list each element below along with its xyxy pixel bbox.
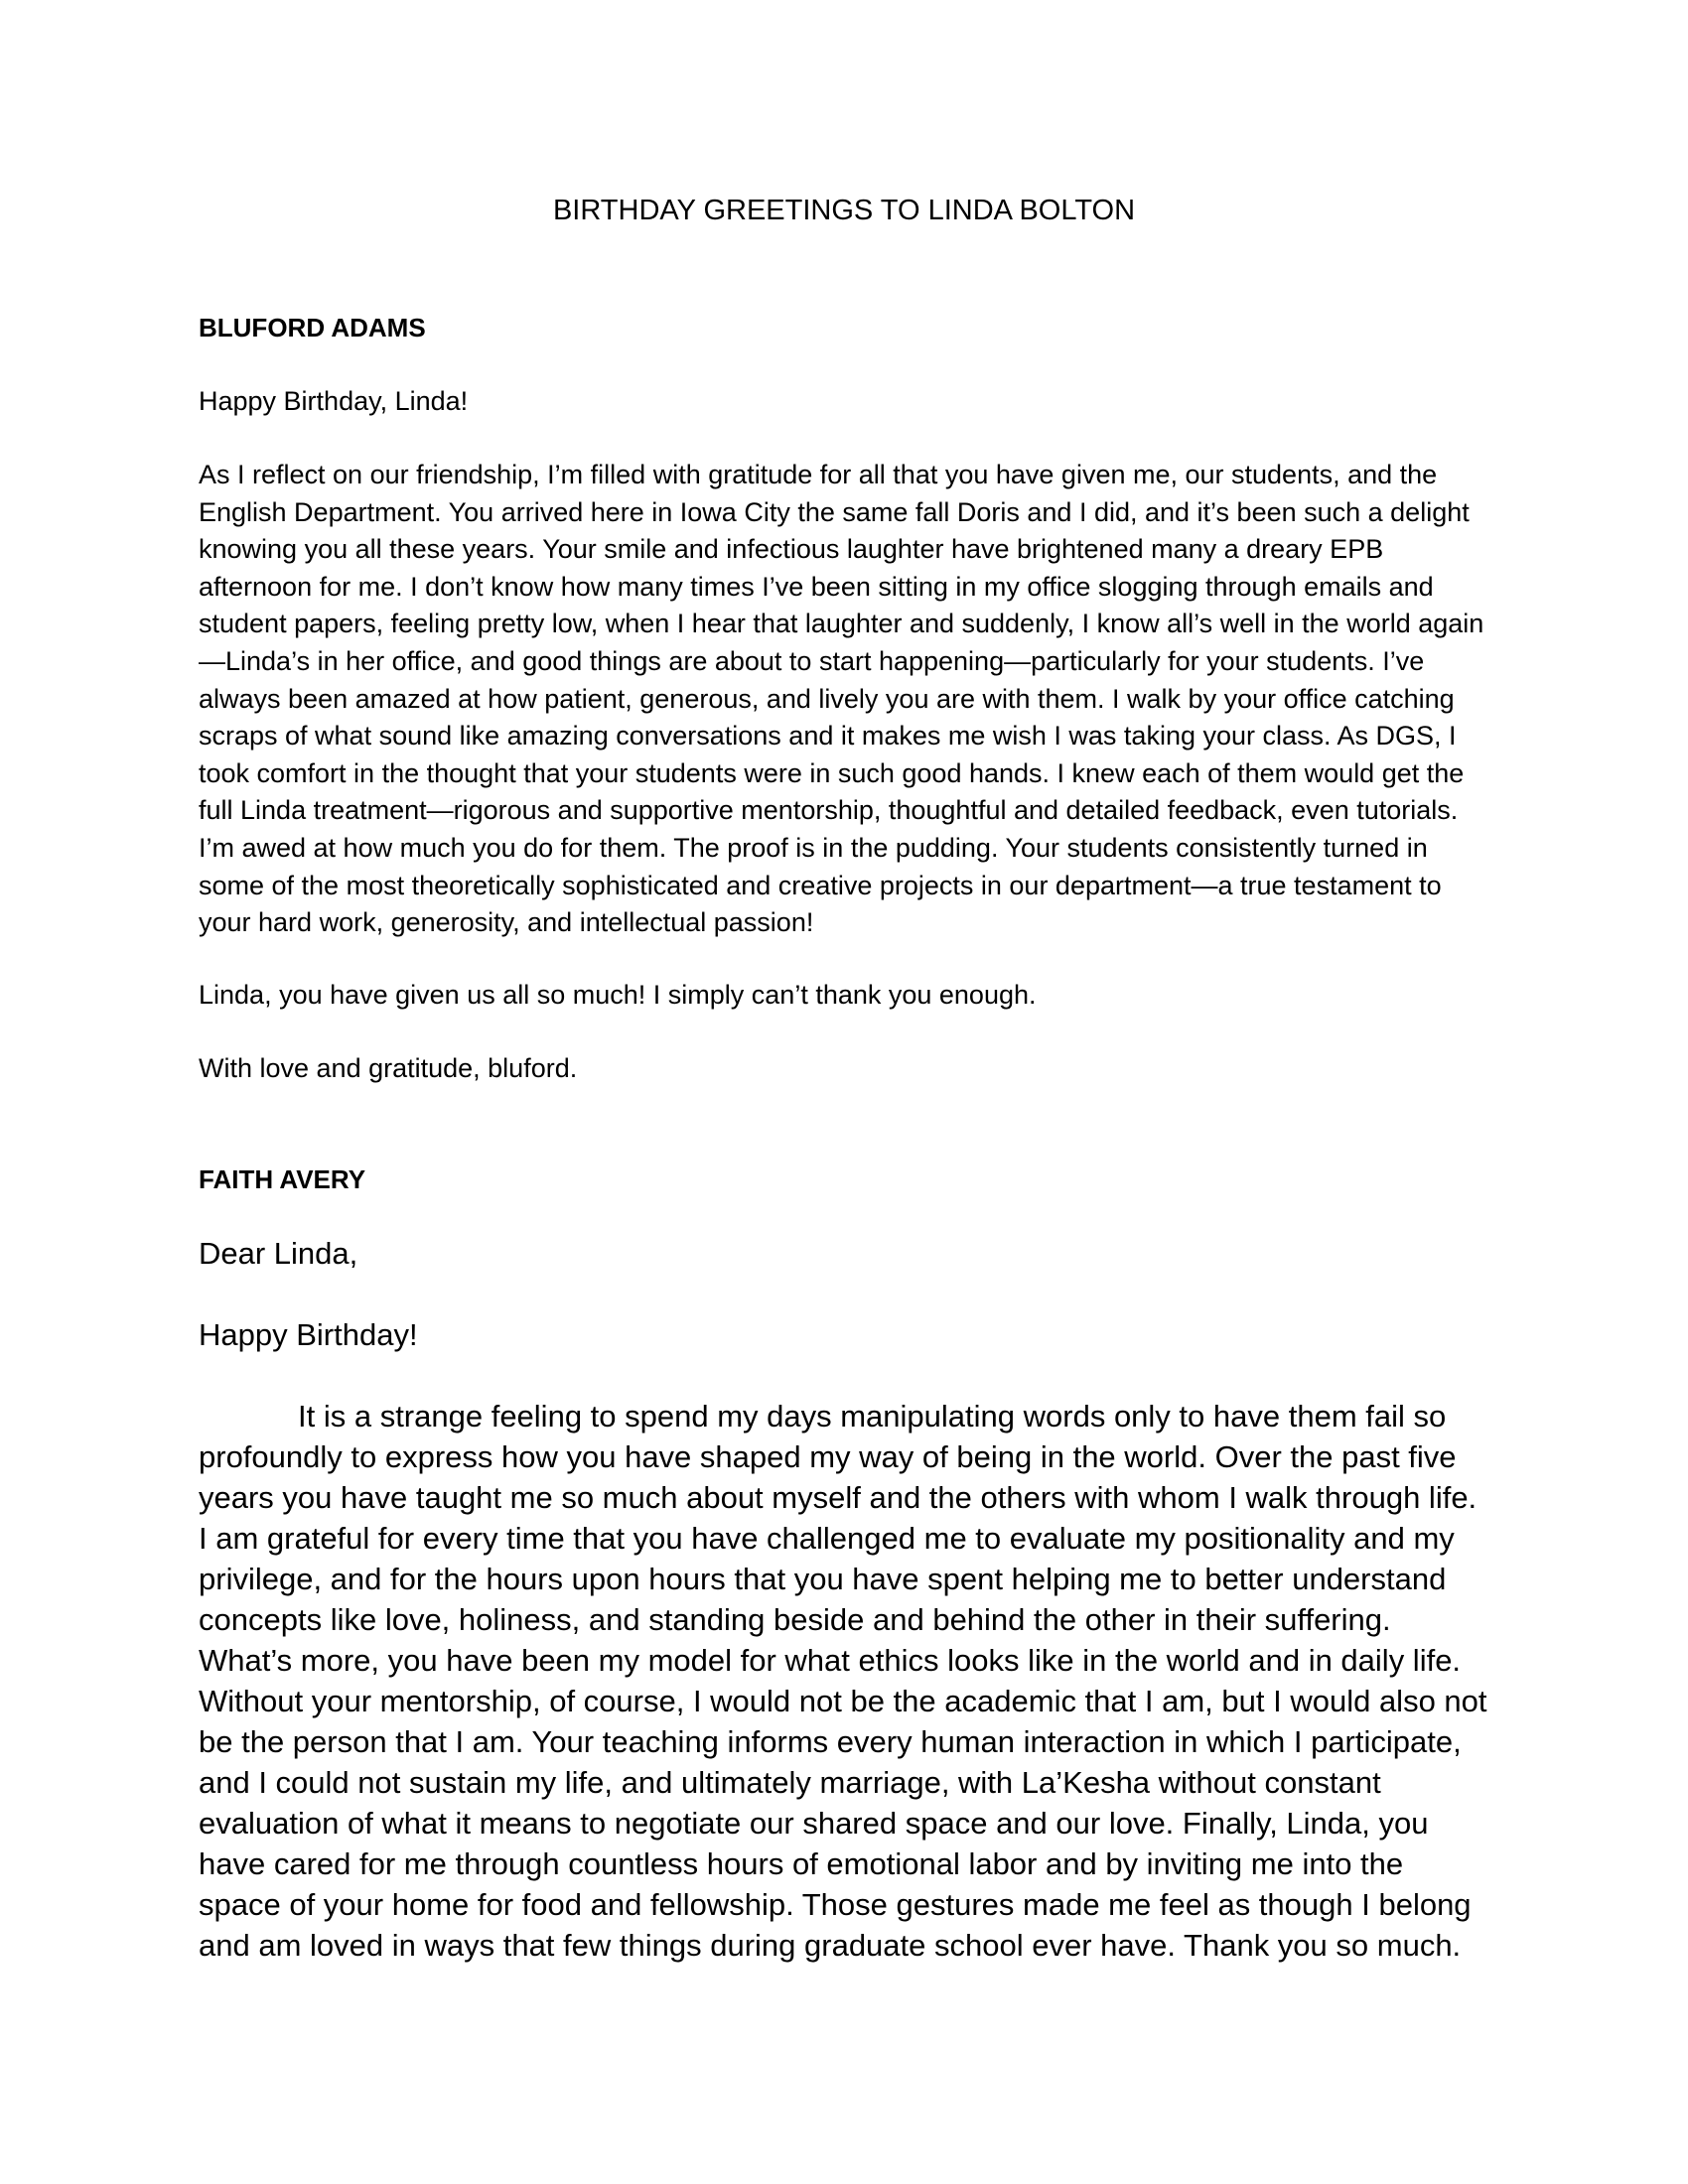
greeting-line: Happy Birthday! (199, 1317, 418, 1352)
closing-line: Linda, you have given us all so much! I simply can’t thank you enough. (199, 980, 1037, 1010)
salutation-line: Dear Linda, (199, 1236, 358, 1271)
letter-body: As I reflect on our friendship, I’m filled with gratitude for all that you have given me, our students, and the English Department. You arrived here in Iowa City the same fall Doris and I did, and it’s been such a delight knowing you all these years. Your smile and infectious laughter have brightened many a dreary EPB afternoon for me. I don’t know how many times I’ve been sitting in my office slogging through emails and student papers, feeling pretty low, when I hear that laughter and suddenly, I know all’s well in the world again—Linda’s in her office, and good things are about to start happening—particularly for your students. I’ve always been amazed at how patient, generous, and lively you are with them. I walk by your office catching scraps of what sound like amazing conversations and it makes me wish I was taking your class. As DGS, I took comfort in the thought that your students were in such good hands. I knew each of them would get the full Linda treatment—rigorous and supportive mentorship, thoughtful and detailed feedback, even tutorials. I’m awed at how much you do for them. The proof is in the pudding. Your students consistently turned in some of the most theoretically sophisticated and creative projects in our department—a true testament to your hard work, generosity, and intellectual passion! (199, 460, 1484, 938)
letter-body: It is a strange feeling to spend my days manipulating words only to have them fail so profoundly to express how you have shaped my way of being in the world. Over the past five years you have taught me so much about myself and the others with whom I walk through life. I am grateful for every time that you have challenged me to evaluate my positionality and my privilege, and for the hours upon hours that you have spent helping me to better understand concepts like love, holiness, and standing beside and behind the other in their suffering. What’s more, you have been my model for what ethics looks like in the world and in daily life. Without your mentorship, of course, I would not be the academic that I am, but I would also not be the person that I am. Your teaching informs every human interaction in which I participate, and I could not sustain my life, and ultimately marriage, with La’Kesha without constant evaluation of what it means to negotiate our shared space and our love. Finally, Linda, you have cared for me through countless hours of emotional labor and by inviting me into the space of your home for food and fellowship. Those gestures made me feel as though I belong and am loved in ways that few things during graduate school ever have. Thank you so much. (199, 1399, 1487, 1963)
greeting-line: Happy Birthday, Linda! (199, 386, 469, 416)
signoff-line: With love and gratitude, bluford. (199, 1053, 578, 1083)
section-author-heading: BLUFORD ADAMS (199, 313, 426, 342)
document-page (199, 0, 1489, 2184)
section-author-heading: FAITH AVERY (199, 1164, 366, 1194)
document-title: BIRTHDAY GREETINGS TO LINDA BOLTON (552, 195, 1136, 226)
